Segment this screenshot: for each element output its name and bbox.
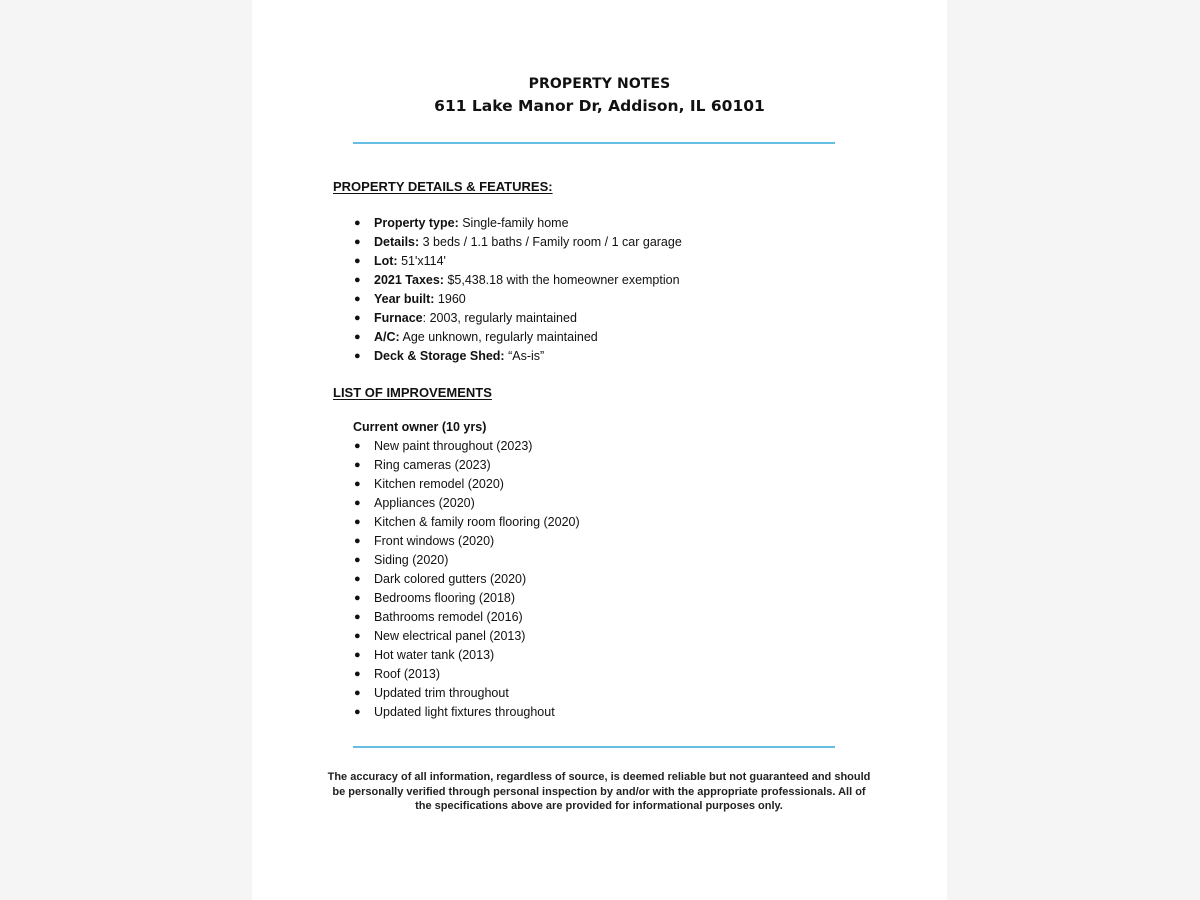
bullet-icon: ●	[354, 459, 361, 471]
bullet-icon: ●	[354, 535, 361, 547]
list-item	[353, 290, 682, 309]
property-address: 611 Lake Manor Dr, Addison, IL 60101	[434, 97, 765, 115]
item-label: A/C:	[374, 330, 400, 344]
list-item	[353, 456, 580, 475]
improvements-heading: LIST OF IMPROVEMENTS	[333, 385, 492, 400]
item-text: Appliances (2020)	[374, 496, 475, 510]
bullet-icon: ●	[354, 236, 361, 248]
bullet-icon: ●	[354, 706, 361, 718]
item-text: Dark colored gutters (2020)	[374, 572, 527, 586]
item-label: Details:	[374, 235, 420, 249]
bullet-icon: ●	[354, 478, 361, 490]
item-text: Kitchen & family room flooring (2020)	[374, 515, 580, 529]
bullet-icon: ●	[354, 255, 361, 267]
item-label: Property type:	[374, 216, 459, 230]
list-item	[353, 214, 682, 233]
item-value: Age unknown, regularly maintained	[399, 330, 598, 344]
item-text: Bathrooms remodel (2016)	[374, 610, 523, 624]
bottom-divider	[353, 746, 835, 748]
bullet-icon: ●	[354, 687, 361, 699]
bullet-icon: ●	[354, 630, 361, 642]
item-label: Lot:	[374, 254, 398, 268]
list-item	[353, 475, 580, 494]
list-item	[353, 328, 682, 347]
list-item	[353, 494, 580, 513]
list-item	[353, 608, 580, 627]
item-label: 2021 Taxes:	[374, 273, 444, 287]
details-list	[353, 214, 682, 366]
item-text: Updated light fixtures throughout	[374, 705, 555, 719]
item-value: 1960	[434, 292, 466, 306]
list-item	[353, 347, 682, 366]
bullet-icon: ●	[354, 649, 361, 661]
item-text: Hot water tank (2013)	[374, 648, 495, 662]
bullet-icon: ●	[354, 274, 361, 286]
bullet-icon: ●	[354, 573, 361, 585]
bullet-icon: ●	[354, 554, 361, 566]
item-text: New paint throughout (2023)	[374, 439, 533, 453]
item-text: Kitchen remodel (2020)	[374, 477, 504, 491]
item-value: 3 beds / 1.1 baths / Family room / 1 car garage	[419, 235, 682, 249]
bullet-icon: ●	[354, 293, 361, 305]
list-item	[353, 684, 580, 703]
list-item	[353, 309, 682, 328]
item-text: Siding (2020)	[374, 553, 449, 567]
bullet-icon: ●	[354, 516, 361, 528]
document-title: PROPERTY NOTES	[528, 76, 671, 92]
disclaimer-text: The accuracy of all information, regardless of source, is deemed reliable but not guaranteed and should be personally verified through personal inspection by and/or with the appropriate professionals. All of the specifications above are provided for informational purposes only.	[327, 771, 871, 812]
list-item	[353, 233, 682, 252]
improvements-subheading: Current owner (10 yrs)	[353, 420, 487, 434]
list-item	[353, 665, 580, 684]
list-item	[353, 646, 580, 665]
list-item	[353, 532, 580, 551]
list-item	[353, 271, 682, 290]
item-text: Ring cameras (2023)	[374, 458, 491, 472]
bullet-icon: ●	[354, 350, 361, 362]
list-item	[353, 252, 682, 271]
list-item	[353, 437, 580, 456]
item-value: : 2003, regularly maintained	[422, 311, 577, 325]
item-value: 51'x114'	[397, 254, 446, 268]
bullet-icon: ●	[354, 331, 361, 343]
details-heading: PROPERTY DETAILS & FEATURES:	[333, 179, 553, 194]
item-label: Year built:	[374, 292, 435, 306]
item-text: Front windows (2020)	[374, 534, 495, 548]
item-label: Furnace	[374, 311, 423, 325]
bullet-icon: ●	[354, 497, 361, 509]
item-text: Updated trim throughout	[374, 686, 509, 700]
list-item	[353, 551, 580, 570]
list-item	[353, 703, 580, 722]
list-item	[353, 627, 580, 646]
item-text: Roof (2013)	[374, 667, 441, 681]
item-value: “As-is”	[504, 349, 545, 363]
document-page	[252, 0, 947, 900]
item-value: Single-family home	[458, 216, 569, 230]
bullet-icon: ●	[354, 312, 361, 324]
top-divider	[353, 142, 835, 144]
bullet-icon: ●	[354, 611, 361, 623]
bullet-icon: ●	[354, 668, 361, 680]
item-label: Deck & Storage Shed:	[374, 349, 505, 363]
list-item	[353, 570, 580, 589]
list-item	[353, 513, 580, 532]
item-value: $5,438.18 with the homeowner exemption	[443, 273, 680, 287]
bullet-icon: ●	[354, 592, 361, 604]
item-text: Bedrooms flooring (2018)	[374, 591, 516, 605]
list-item	[353, 589, 580, 608]
improvements-list	[353, 437, 580, 722]
item-text: New electrical panel (2013)	[374, 629, 526, 643]
bullet-icon: ●	[354, 217, 361, 229]
bullet-icon: ●	[354, 440, 361, 452]
